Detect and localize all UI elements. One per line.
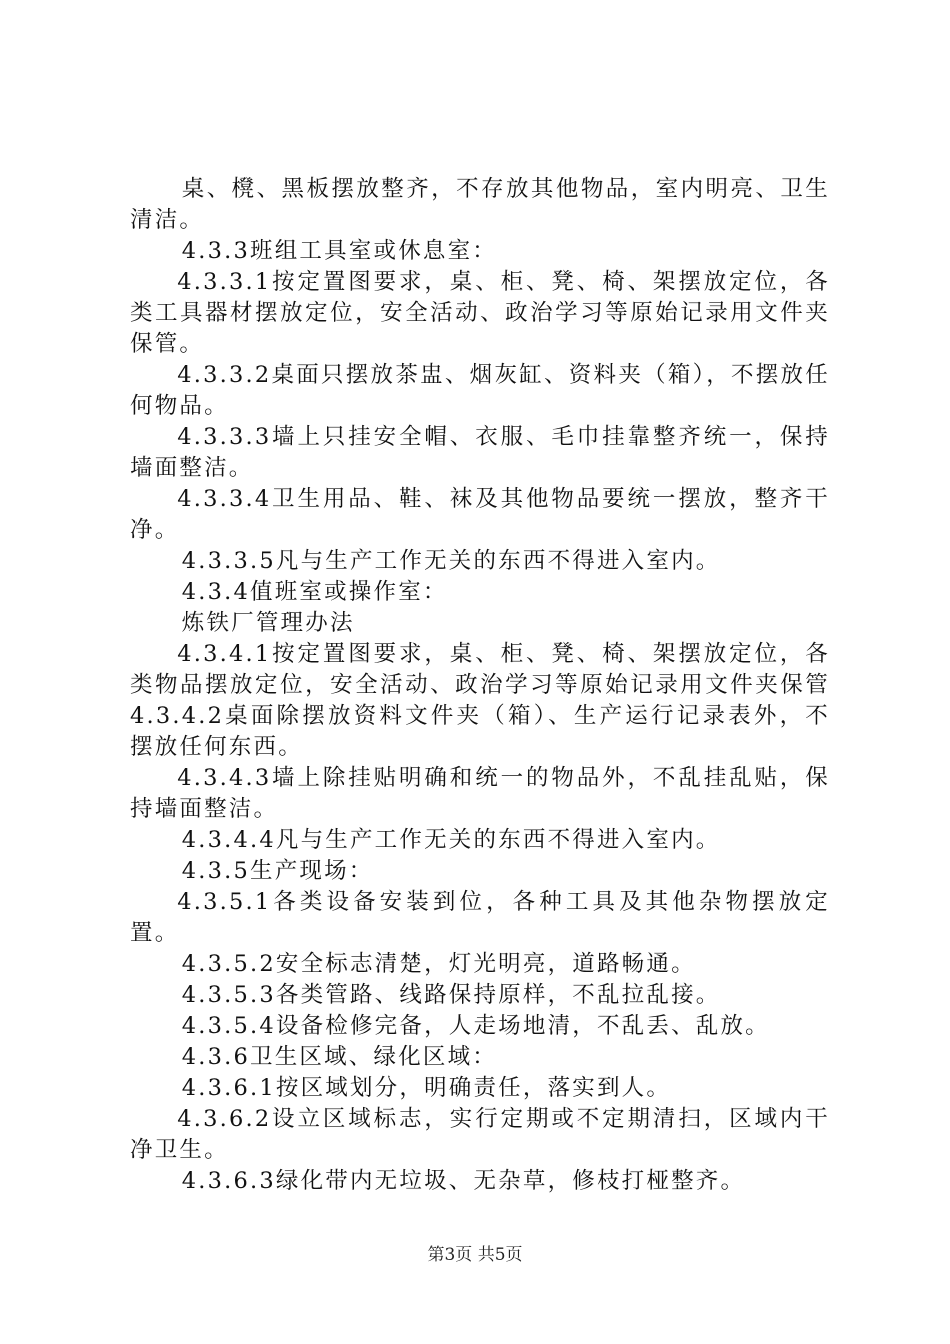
paragraph-4-3-6-2: 4.3.6.2设立区域标志，实行定期或不定期清扫，区域内干净卫生。 bbox=[130, 1106, 830, 1163]
paragraph-4-3-3-3: 4.3.3.3墙上只挂安全帽、衣服、毛巾挂靠整齐统一，保持墙面整洁。 bbox=[130, 424, 830, 481]
paragraph-4-3-5-3: 4.3.5.3各类管路、线路保持原样，不乱拉乱接。 bbox=[181, 982, 721, 1008]
paragraph-4-3-3-1: 4.3.3.1按定置图要求，桌、柜、凳、椅、架摆放定位，各类工具器材摆放定位，安全活动、政治学习等原始记录用文件夹保管。 bbox=[130, 269, 830, 357]
paragraph-1: 桌、櫈、黑板摆放整齐，不存放其他物品，室内明亮、卫生清洁。 bbox=[130, 176, 830, 233]
running-title: 炼铁厂管理办法 bbox=[181, 610, 355, 636]
paragraph-4-3-6-1: 4.3.6.1按区域划分，明确责任，落实到人。 bbox=[181, 1075, 672, 1101]
paragraph-4-3-4-4: 4.3.4.4凡与生产工作无关的东西不得进入室内。 bbox=[181, 827, 721, 853]
paragraph-4-3-5-4: 4.3.5.4设备检修完备，人走场地清，不乱丢、乱放。 bbox=[181, 1013, 770, 1039]
paragraph-4-3-3-4: 4.3.3.4卫生用品、鞋、袜及其他物品要统一摆放，整齐干净。 bbox=[130, 486, 830, 543]
paragraph-4-3-6-3: 4.3.6.3绿化带内无垃圾、无杂草，修枝打桠整齐。 bbox=[181, 1168, 746, 1194]
paragraph-4-3-3-2: 4.3.3.2桌面只摆放茶盅、烟灰缸、资料夹（箱），不摆放任何物品。 bbox=[130, 362, 830, 419]
paragraph-4-3-4-1: 4.3.4.1按定置图要求，桌、柜、凳、椅、架摆放定位，各类物品摆放定位，安全活动、政治学习等原始记录用文件夹保管4.3.4.2桌面除摆放资料文件夹（箱）、生产运行记录表外，不摆放任何东西。 bbox=[130, 641, 830, 760]
section-heading-4-3-5: 4.3.5生产现场： bbox=[181, 858, 374, 884]
section-heading-4-3-4: 4.3.4值班室或操作室： bbox=[181, 579, 448, 605]
page-footer: 第3页 共5页 bbox=[427, 1245, 523, 1265]
paragraph-4-3-3-5: 4.3.3.5凡与生产工作无关的东西不得进入室内。 bbox=[181, 548, 721, 574]
section-heading-4-3-3: 4.3.3班组工具室或休息室： bbox=[181, 238, 498, 264]
section-heading-4-3-6: 4.3.6卫生区域、绿化区域： bbox=[181, 1044, 498, 1070]
paragraph-4-3-4-3: 4.3.4.3墙上除挂贴明确和统一的物品外，不乱挂乱贴，保持墙面整洁。 bbox=[130, 765, 830, 822]
paragraph-4-3-5-2: 4.3.5.2安全标志清楚，灯光明亮，道路畅通。 bbox=[181, 951, 696, 977]
paragraph-4-3-5-1: 4.3.5.1各类设备安装到位，各种工具及其他杂物摆放定置。 bbox=[130, 889, 830, 946]
document-body bbox=[130, 174, 830, 1197]
